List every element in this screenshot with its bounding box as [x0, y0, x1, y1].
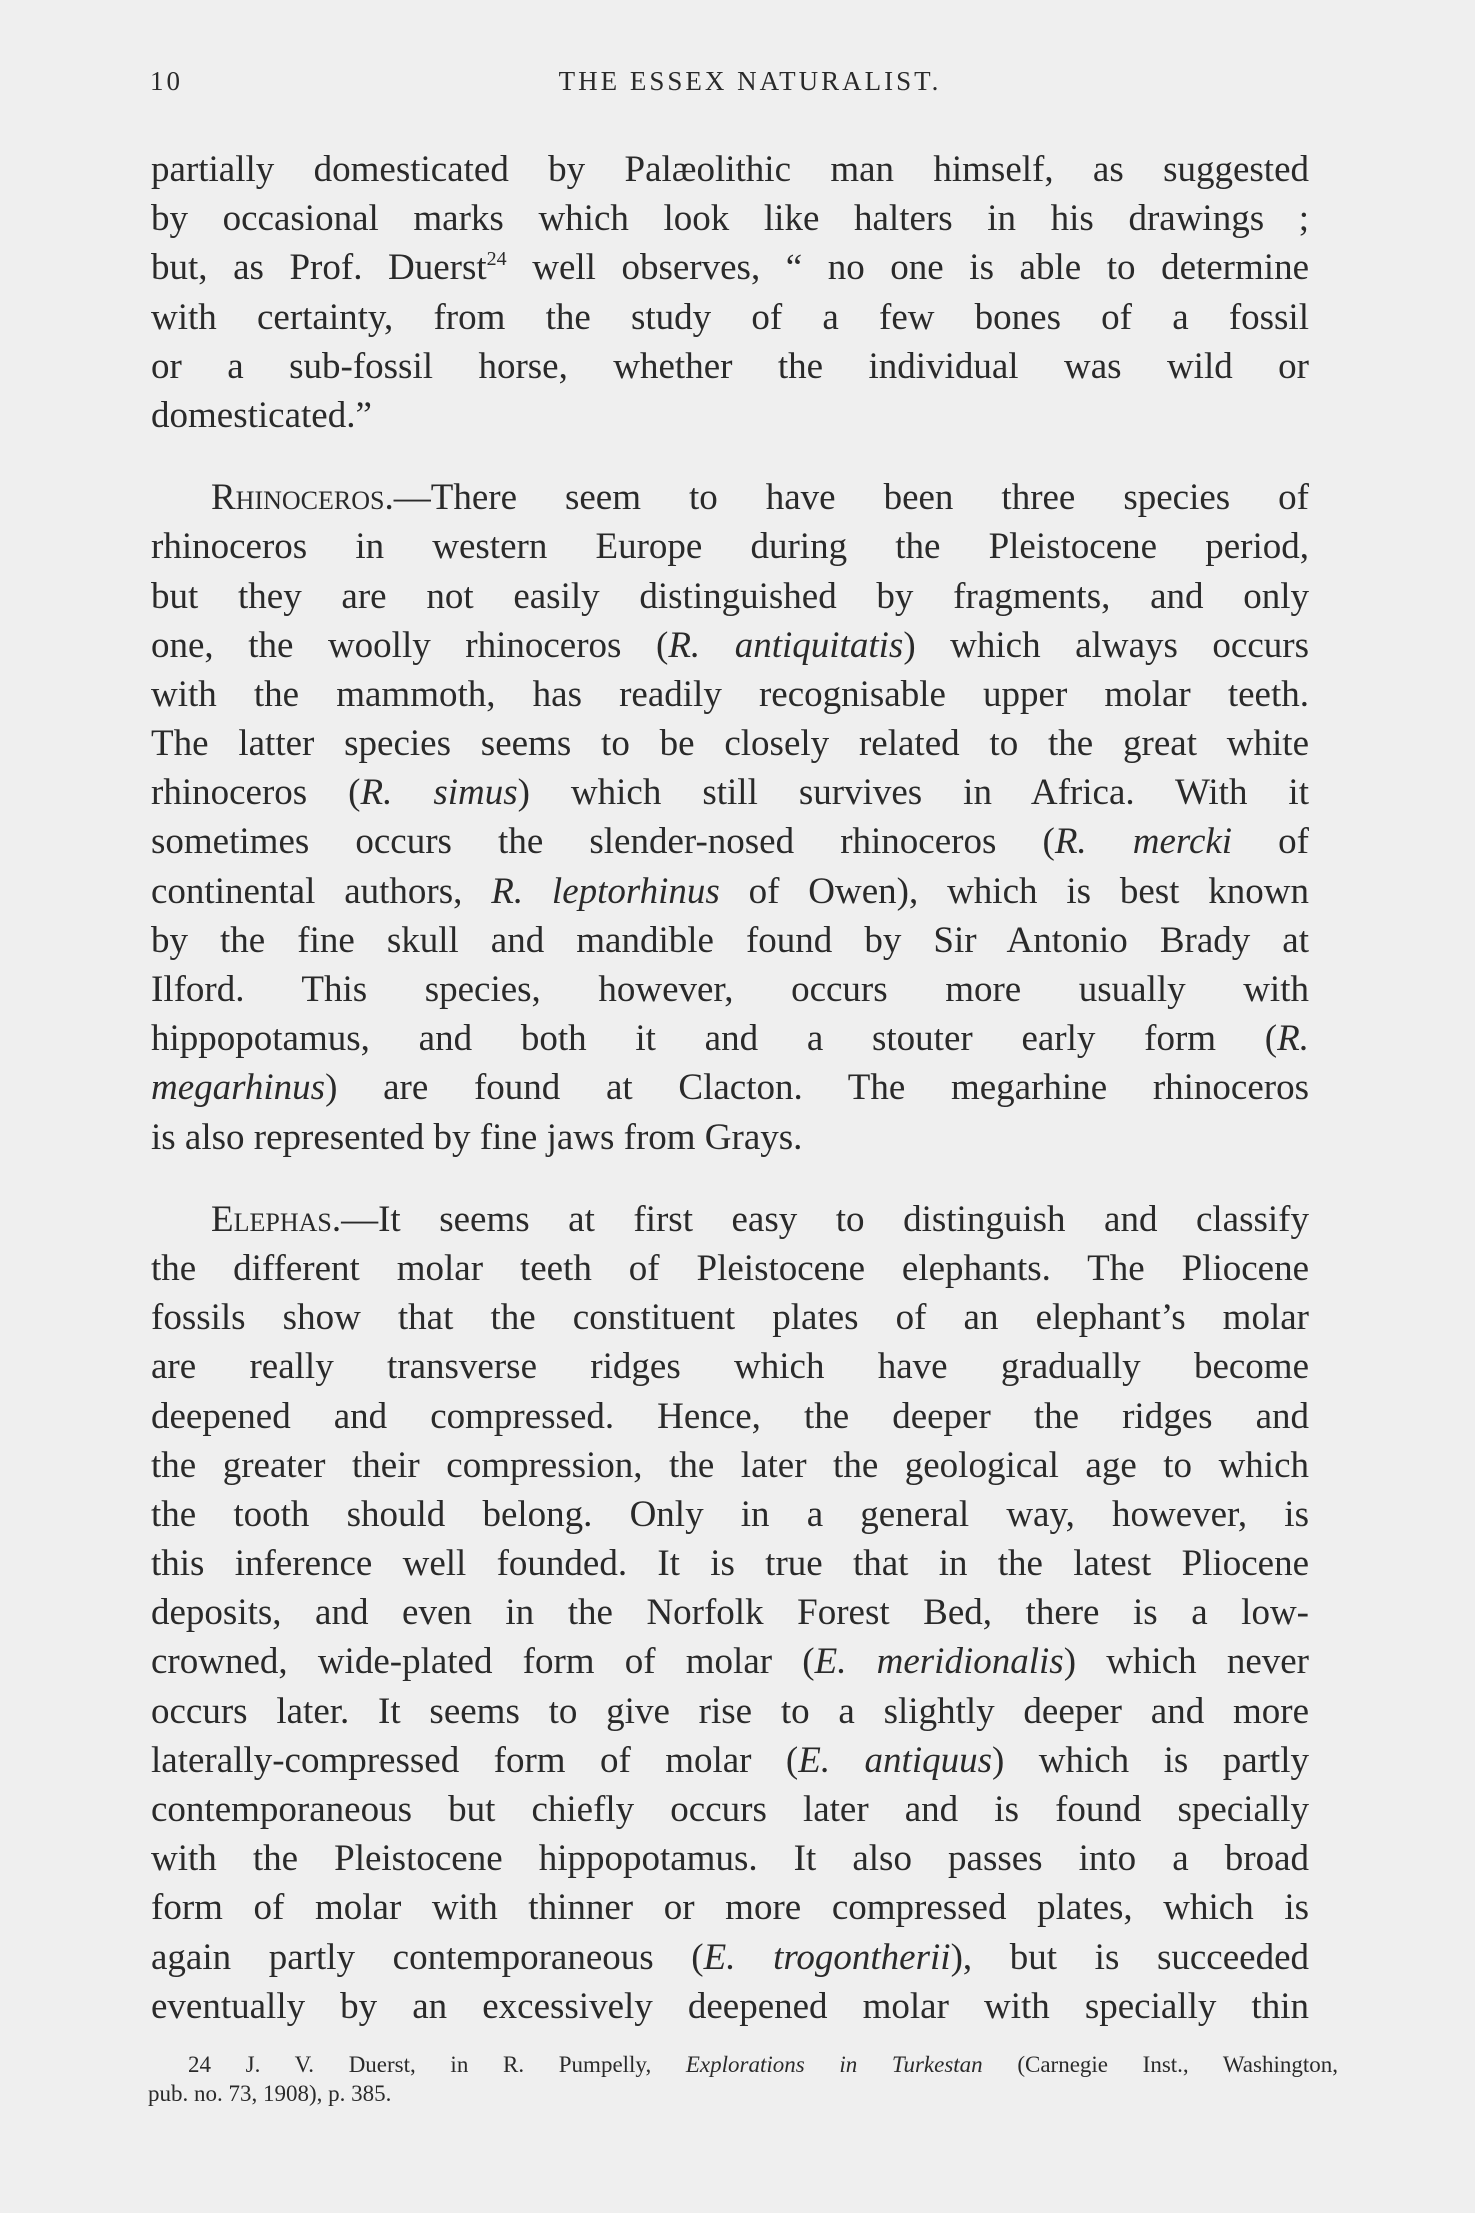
body-text — [151, 145, 1309, 2031]
text-line — [151, 621, 1309, 670]
species-name: E. trogontherii — [703, 1936, 951, 1978]
text-line: the tooth should belong. Only in a general way, however, is — [151, 1493, 1309, 1535]
text-line: occurs later. It seems to give rise to a slightly deeper and more — [151, 1690, 1309, 1732]
paragraph-gap — [151, 1162, 1309, 1195]
text-line: this inference well founded. It is true that in the latest Pliocene — [151, 1543, 1309, 1585]
species-name: R. simus — [360, 772, 518, 814]
text-line: are really transverse ridges which have gradually become — [151, 1346, 1309, 1388]
paragraph-rhinoceros — [151, 473, 1309, 1162]
text-line: contemporaneous but chiefly occurs later and is found specially — [151, 1789, 1309, 1830]
text-line: by occasional marks which look like halters in his drawings ; — [151, 198, 1309, 240]
text-run: ) which is partly — [992, 1739, 1309, 1781]
text-run: —There seem to have been three species of — [393, 477, 1309, 519]
text-line — [151, 768, 1309, 817]
text-line: the different molar teeth of Pleistocene elephants. The Pliocene — [151, 1247, 1309, 1289]
text-run: continental authors, — [151, 870, 492, 912]
species-name: E. meridionalis — [814, 1641, 1064, 1683]
footnote — [148, 2050, 1338, 2108]
text-line: fossils show that the constituent plates of an elephant’s molar — [151, 1297, 1309, 1339]
text-run: of — [1232, 821, 1310, 863]
footnote-line — [148, 2050, 1338, 2079]
text-run: laterally-compressed form of molar ( — [151, 1739, 799, 1781]
species-name: R. antiquitatis — [668, 624, 904, 666]
text-line: deposits, and even in the Norfolk Forest Bed, there is a low- — [151, 1592, 1309, 1634]
text-line — [151, 1637, 1309, 1686]
text-line: The latter species seems to be closely related to the great white — [151, 723, 1309, 765]
text-run: well observes, “ no one is able to determine — [532, 247, 1309, 289]
paragraph-horse — [151, 145, 1309, 440]
text-line: deepened and compressed. Hence, the deeper the ridges and — [151, 1395, 1309, 1437]
page-number: 10 — [150, 66, 183, 96]
footnote-reference: 24 — [486, 248, 507, 271]
text-run: but, as Prof. Duerst — [151, 247, 487, 289]
text-line: partially domesticated by Palæolithic man himself, as suggested — [151, 149, 1309, 190]
text-line: with the Pleistocene hippopotamus. It also passes into a broad — [151, 1838, 1309, 1880]
species-name: E. antiquus — [798, 1739, 992, 1781]
text-line: the greater their compression, the later the geological age to which — [151, 1444, 1309, 1486]
text-line: rhinoceros in western Europe during the Pleistocene period, — [151, 526, 1309, 568]
text-line: by the fine skull and mandible found by Sir Antonio Brady at — [151, 919, 1309, 961]
paragraph-gap — [151, 440, 1309, 473]
text-run: again partly contemporaneous ( — [151, 1936, 704, 1978]
text-run: crowned, wide-plated form of molar ( — [151, 1641, 815, 1683]
text-line — [151, 1736, 1309, 1785]
text-run: hippopotamus, and both it and a stouter early form ( — [151, 1018, 1278, 1060]
book-title: Explorations in Turkestan — [685, 2052, 983, 2077]
text-run: of Owen), which is best known — [719, 870, 1309, 912]
text-run: sometimes occurs the slender-nosed rhinoceros ( — [151, 821, 1055, 863]
species-name: megarhinus — [151, 1067, 326, 1109]
text-run: ) which always occurs — [903, 624, 1309, 666]
text-line: form of molar with thinner or more compressed plates, which is — [151, 1887, 1309, 1929]
species-name: R. — [1277, 1018, 1309, 1060]
paragraph-elephas — [151, 1195, 1309, 2031]
text-run: (Carnegie Inst., Washington, — [982, 2052, 1338, 2077]
text-run: ) which still survives in Africa. With it — [517, 772, 1309, 814]
text-line — [151, 867, 1309, 916]
text-line — [151, 1933, 1309, 1982]
text-line — [151, 1195, 1309, 1244]
text-run: one, the woolly rhinoceros ( — [151, 624, 669, 666]
species-name: R. mercki — [1054, 821, 1233, 863]
text-line — [151, 1063, 1309, 1112]
text-line — [151, 1014, 1309, 1063]
text-line: but they are not easily distinguished by fragments, and only — [151, 575, 1309, 617]
text-line: with certainty, from the study of a few bones of a fossil — [151, 296, 1309, 338]
text-line: or a sub-fossil horse, whether the individual was wild or — [151, 345, 1309, 387]
text-run: —It seems at first easy to distinguish and classify — [341, 1198, 1309, 1240]
footnote-line: pub. no. 73, 1908), p. 385. — [148, 2081, 392, 2106]
text-run: ), but is succeeded — [950, 1936, 1309, 1978]
text-line: Ilford. This species, however, occurs more usually with — [151, 969, 1309, 1010]
text-run: ) which never — [1063, 1641, 1309, 1683]
text-line — [151, 473, 1309, 522]
section-heading: Elephas. — [211, 1198, 342, 1240]
running-head — [150, 66, 1310, 106]
section-heading: Rhinoceros. — [211, 477, 394, 519]
text-line — [151, 817, 1309, 866]
text-line: eventually by an excessively deepened molar with specially thin — [151, 1985, 1309, 2027]
text-run: ) are found at Clacton. The megarhine rhinoceros — [325, 1067, 1309, 1109]
text-run: 24 J. V. Duerst, in R. Pumpelly, — [188, 2052, 686, 2077]
journal-title: THE ESSEX NATURALIST. — [558, 66, 942, 96]
text-line: with the mammoth, has readily recognisable upper molar teeth. — [151, 673, 1309, 715]
text-line: is also represented by fine jaws from Grays. — [151, 1116, 803, 1158]
text-run: rhinoceros ( — [151, 772, 361, 814]
species-name: R. leptorhinus — [491, 870, 720, 912]
text-line: domesticated.” — [151, 394, 372, 436]
text-line — [151, 243, 1309, 292]
